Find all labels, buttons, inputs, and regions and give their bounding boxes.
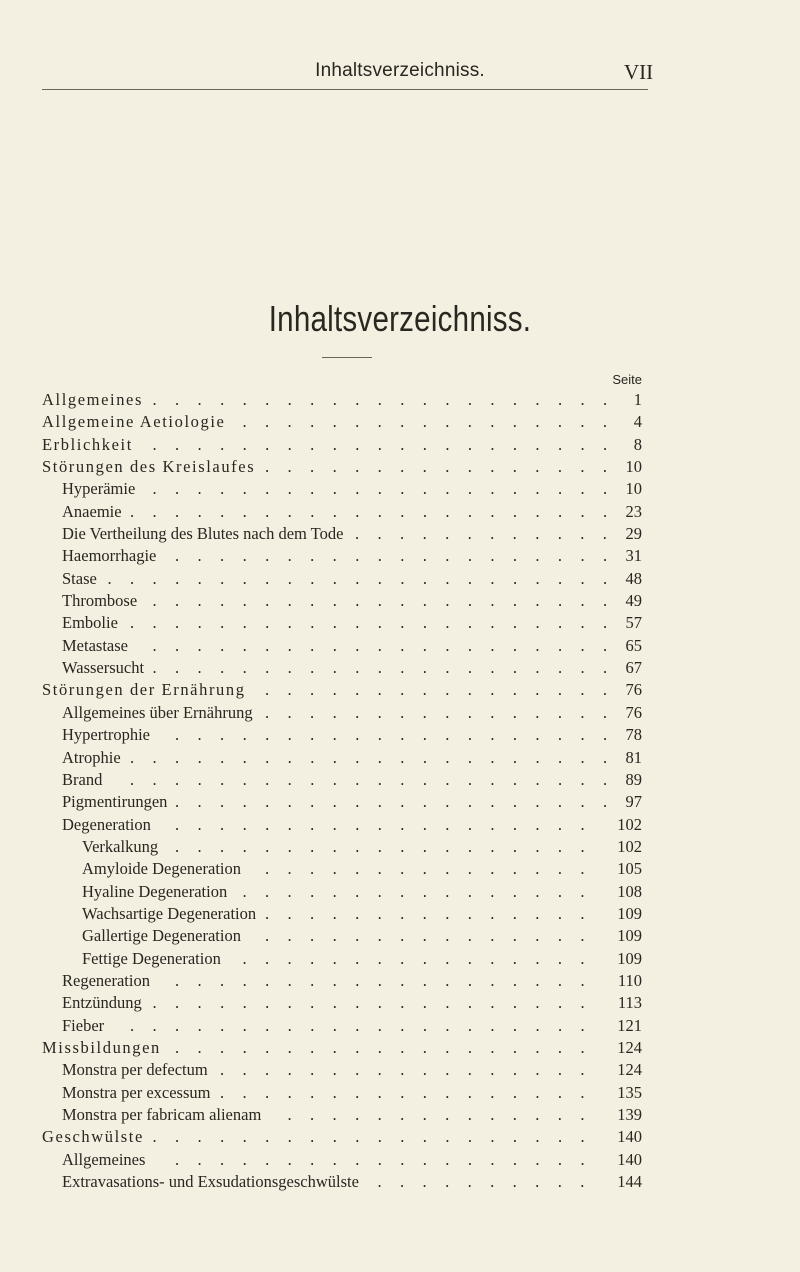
toc-entry <box>0 747 800 769</box>
toc-entry-label: Embolie <box>62 613 118 633</box>
toc-entry-label: Störungen der Ernährung <box>42 680 246 700</box>
toc-entry-page: 140 <box>617 1127 642 1147</box>
dot-leader: .................... <box>175 792 626 812</box>
toc-entry-page: 97 <box>625 792 642 812</box>
dot-leader: ................ <box>242 881 603 901</box>
toc-entry-label: Anaemie <box>62 501 122 521</box>
dot-leader: ...................... <box>130 501 626 521</box>
toc-entry-page: 78 <box>625 725 642 745</box>
toc-entry-label: Pigmentirungen <box>62 792 168 812</box>
toc-entry <box>0 948 800 970</box>
toc-entry-page: 76 <box>625 702 642 722</box>
toc-entry-label: Allgemeines <box>62 1149 146 1169</box>
dot-leader: ................. <box>220 1082 603 1102</box>
toc-entry <box>0 992 800 1014</box>
toc-entry-label: Geschwülste <box>42 1127 144 1147</box>
toc-entry <box>0 970 800 992</box>
toc-entry <box>0 635 800 657</box>
toc-entry-label: Hypertrophie <box>62 725 150 745</box>
dot-leader: ................... <box>175 970 603 990</box>
dot-leader: ................... <box>175 1149 603 1169</box>
toc-entry <box>0 1104 800 1126</box>
table-of-contents <box>0 389 800 1193</box>
toc-entry-label: Stase <box>62 568 97 588</box>
toc-entry-page: 67 <box>625 658 642 678</box>
toc-entry-page: 109 <box>617 926 642 946</box>
toc-entry-page: 65 <box>625 635 642 655</box>
dot-leader: ..................... <box>152 591 626 611</box>
toc-entry-label: Wachsartige Degeneration <box>82 903 257 923</box>
toc-entry-page: 124 <box>617 1037 642 1057</box>
toc-entry <box>0 1037 800 1059</box>
running-title: Inhaltsverzeichniss. <box>315 60 485 81</box>
toc-entry <box>0 702 800 724</box>
toc-entry <box>0 925 800 947</box>
toc-entry-label: Monstra per defectum <box>62 1060 208 1080</box>
toc-entry-label: Fieber <box>62 1015 105 1035</box>
toc-entry-page: 109 <box>617 948 642 968</box>
toc-entry <box>0 456 800 478</box>
toc-entry-page: 10 <box>625 479 642 499</box>
toc-entry <box>0 545 800 567</box>
dot-leader: ...................... <box>130 613 626 633</box>
toc-entry <box>0 836 800 858</box>
toc-entry-label: Monstra per fabricam alienam <box>62 1105 262 1124</box>
toc-entry-page: 49 <box>625 591 642 611</box>
toc-entry-label: Atrophie <box>62 747 121 767</box>
toc-entry-label: Störungen des Kreislaufes <box>42 457 256 477</box>
toc-entry-label: Fettige Degeneration <box>82 948 221 968</box>
toc-entry-page: 31 <box>625 546 642 566</box>
dot-leader: ................. <box>220 1060 603 1080</box>
toc-entry <box>0 858 800 880</box>
dot-leader: ................ <box>265 680 626 700</box>
toc-entry <box>0 1126 800 1148</box>
toc-entry <box>0 1149 800 1171</box>
toc-entry <box>0 657 800 679</box>
toc-entry-page: 102 <box>617 836 642 856</box>
toc-entry-label: Entzündung <box>62 993 142 1013</box>
toc-entry <box>0 1082 800 1104</box>
toc-entry <box>0 411 800 433</box>
toc-entry-label: Gallertige Degeneration <box>82 926 241 946</box>
toc-entry <box>0 791 800 813</box>
toc-entry-label: Thrombose <box>62 591 138 611</box>
toc-entry-label: Extravasations- und Exsudationsgeschwülste <box>62 1172 359 1192</box>
toc-entry-page: 102 <box>617 814 642 834</box>
dot-leader: .......... <box>377 1172 603 1192</box>
toc-entry-page: 135 <box>617 1082 642 1102</box>
dot-leader: ..................... <box>152 635 626 655</box>
toc-entry <box>0 881 800 903</box>
toc-entry-page: 48 <box>625 568 642 588</box>
dot-leader: ............... <box>265 926 603 946</box>
toc-entry-label: Allgemeines über Ernährung <box>62 702 253 722</box>
toc-entry-page: 81 <box>625 747 642 767</box>
toc-entry-label: Allgemeines <box>42 390 143 409</box>
toc-entry <box>0 814 800 836</box>
dot-leader: ..................... <box>152 658 626 678</box>
running-header <box>0 60 800 92</box>
toc-entry <box>0 389 800 411</box>
toc-entry-page: 8 <box>633 434 642 454</box>
dot-leader: ............... <box>265 903 603 923</box>
toc-entry-label: Brand <box>62 769 103 789</box>
toc-entry-page: 76 <box>625 680 642 700</box>
dot-leader: ..................... <box>152 390 626 409</box>
dot-leader: ................ <box>242 948 603 968</box>
toc-entry <box>0 679 800 701</box>
toc-entry <box>0 568 800 590</box>
toc-entry <box>0 478 800 500</box>
toc-entry-page: 110 <box>617 970 642 990</box>
toc-entry-label: Monstra per excessum <box>62 1082 211 1102</box>
toc-entry-page: 4 <box>633 412 642 432</box>
toc-entry <box>0 434 800 456</box>
toc-entry-page: 29 <box>625 524 642 544</box>
toc-entry <box>0 724 800 746</box>
toc-entry-label: Metastase <box>62 635 128 655</box>
toc-entry <box>0 1059 800 1081</box>
toc-entry-label: Degeneration <box>62 814 151 834</box>
toc-entry-label: Erblichkeit <box>42 434 133 454</box>
dot-leader: ................ <box>265 457 626 477</box>
toc-entry-label: Amyloide Degeneration <box>82 859 241 879</box>
toc-entry-page: 124 <box>617 1060 642 1080</box>
toc-entry <box>0 1171 800 1193</box>
toc-entry-page: 144 <box>617 1172 642 1192</box>
dot-leader: ................... <box>175 836 603 856</box>
toc-entry-page: 89 <box>625 769 642 789</box>
dot-leader: ............... <box>265 859 603 879</box>
dot-leader: ................ <box>265 702 626 722</box>
toc-entry-label: Missbildungen <box>42 1037 161 1057</box>
toc-entry-label: Hyperämie <box>62 479 136 499</box>
toc-entry-label: Verkalkung <box>82 836 159 856</box>
toc-entry <box>0 523 800 545</box>
dot-leader: ................. <box>242 412 626 432</box>
toc-entry-page: 139 <box>617 1105 642 1124</box>
toc-entry <box>0 903 800 925</box>
dot-leader: ................... <box>175 1037 603 1057</box>
dot-leader: ...................... <box>130 747 626 767</box>
dot-leader: ...................... <box>130 769 626 789</box>
dot-leader: ..................... <box>130 1015 604 1035</box>
toc-entry-label: Die Vertheilung des Blutes nach dem Tode <box>62 524 344 544</box>
dot-leader: .............. <box>287 1105 603 1124</box>
dot-leader: ....................... <box>107 568 626 588</box>
toc-entry <box>0 501 800 523</box>
dot-leader: ..................... <box>152 479 626 499</box>
toc-entry <box>0 1015 800 1037</box>
toc-entry-page: 1 <box>633 390 642 409</box>
toc-entry-label: Hyaline Degeneration <box>82 881 228 901</box>
toc-entry-page: 10 <box>625 457 642 477</box>
toc-entry-page: 140 <box>617 1149 642 1169</box>
header-rule <box>42 89 648 90</box>
dot-leader: ............ <box>355 524 626 544</box>
dot-leader: ..................... <box>152 434 626 454</box>
toc-entry-label: Regeneration <box>62 970 150 990</box>
toc-entry <box>0 769 800 791</box>
dot-leader: .................... <box>175 546 626 566</box>
toc-entry-label: Wassersucht <box>62 658 145 678</box>
toc-entry <box>0 612 800 634</box>
page-column-label: Seite <box>612 372 642 387</box>
toc-entry-label: Haemorrhagie <box>62 546 157 566</box>
toc-entry-page: 57 <box>625 613 642 633</box>
title-rule <box>322 357 372 358</box>
toc-entry-page: 23 <box>625 501 642 521</box>
toc-entry-page: 109 <box>617 903 642 923</box>
toc-entry-label: Allgemeine Aetiologie <box>42 412 226 432</box>
toc-entry-page: 113 <box>617 993 642 1013</box>
toc-entry-page: 121 <box>617 1015 642 1035</box>
page-number: VII <box>624 60 654 84</box>
toc-entry <box>0 590 800 612</box>
toc-entry-page: 108 <box>617 881 642 901</box>
dot-leader: .................... <box>152 993 603 1013</box>
page-title: Inhaltsverzeichniss. <box>268 298 532 339</box>
dot-leader: .................... <box>175 725 626 745</box>
dot-leader: .................... <box>152 1127 603 1147</box>
dot-leader: ................... <box>175 814 603 834</box>
toc-entry-page: 105 <box>617 859 642 879</box>
